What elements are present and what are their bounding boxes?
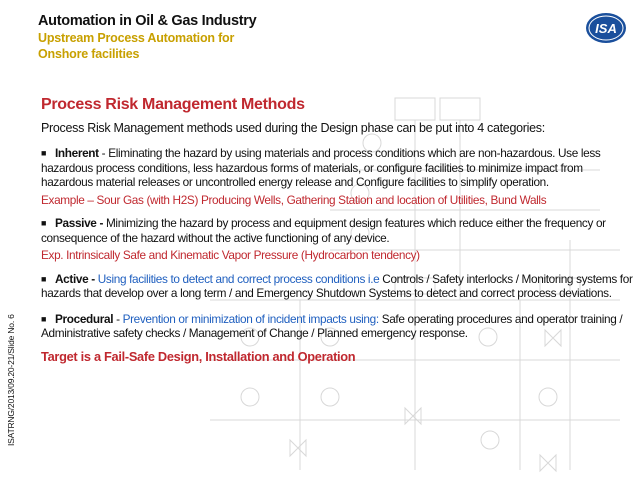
inherent-example: Example – Sour Gas (with H2S) Producing Wells, Gathering Station and location of Utilities, Bund Walls (41, 192, 547, 207)
passive-item (41, 216, 633, 245)
header-subtitle-line1: Upstream Process Automation for (38, 31, 235, 45)
passive-term: Passive (55, 216, 97, 230)
logo-text: ISA (595, 21, 617, 36)
side-footer: ISATRNG/2013/09.20-21/Slide No. 6 (6, 314, 16, 446)
isa-logo (570, 10, 630, 46)
slide-content (41, 96, 633, 364)
slide-title: Process Risk Management Methods (41, 96, 305, 113)
procedural-text: Safe operating procedures and operator training / Administrative safety checks / Management of Change / Planned emergency response. (41, 311, 623, 340)
active-text: Controls / Safety interlocks / Monitoring systems for hazards that develop over a long term / and Emergency Shutdown Systems to detect and correct process deviations. (41, 271, 633, 300)
inherent-item (41, 146, 633, 190)
header-title: Automation in Oil & Gas Industry (38, 13, 257, 29)
passive-text: Minimizing the hazard by process and equipment design features which reduce either the frequency or consequence of the hazard without the active functioning of any device. (41, 216, 606, 245)
inherent-lead: Eliminating the hazard by using materials and process conditions which are non-hazardous. (108, 146, 556, 160)
passive-example: Exp. Intrinsically Safe and Kinematic Vapor Pressure (Hydrocarbon tendency) (41, 248, 420, 262)
inherent-sep: - (98, 146, 109, 160)
active-term: Active (55, 271, 89, 286)
intro-text: Process Risk Management methods used during the Design phase can be put into 4 categories: (41, 121, 545, 135)
square-bullet-icon: ■ (41, 313, 47, 324)
procedural-item (41, 312, 633, 341)
procedural-term: Procedural (55, 311, 114, 326)
header-subtitle-line2: Onshore facilities (38, 47, 140, 61)
passive-sep: - (96, 216, 106, 230)
procedural-highlight: Prevention or minimization of incident impacts using: (122, 311, 379, 326)
square-bullet-icon: ■ (41, 148, 47, 158)
slide-header (38, 13, 256, 62)
inherent-term: Inherent (55, 146, 99, 160)
active-highlight: Using facilities to detect and correct process conditions i.e (97, 271, 380, 286)
active-item (41, 272, 633, 301)
active-sep: - (88, 271, 98, 286)
procedural-sep: - (113, 311, 123, 326)
square-bullet-icon: ■ (41, 273, 47, 284)
inherent-detail: Use less hazardous process conditions, less hazardous forms of materials, or configure facilities to minimize impact from hazardous material releases or uncontrolled energy release and Configure facilities to simplify operation. (41, 146, 601, 189)
target-statement: Target is a Fail-Safe Design, Installation and Operation (41, 348, 356, 364)
square-bullet-icon: ■ (41, 218, 47, 228)
